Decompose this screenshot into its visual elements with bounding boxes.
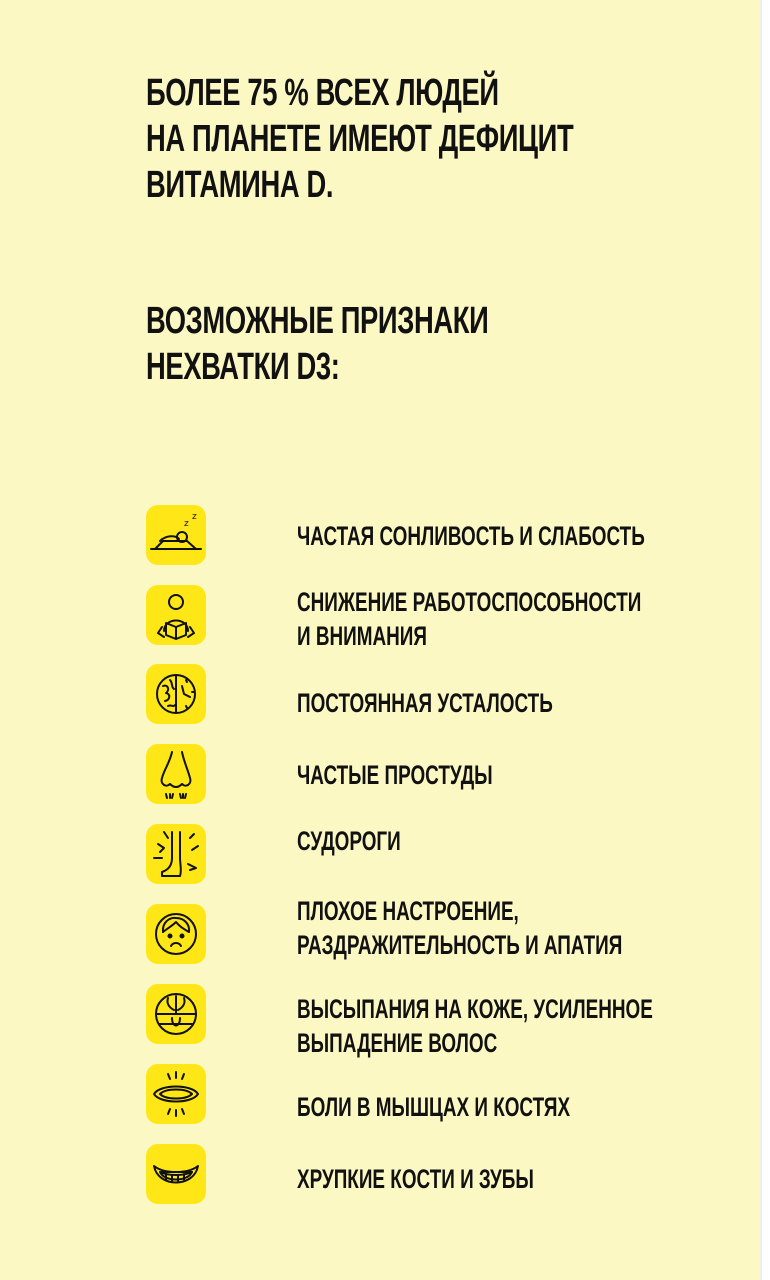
muscle-pain-icon bbox=[146, 1064, 206, 1124]
subheading-line: НЕХВАТКИ D3: bbox=[146, 346, 340, 388]
headline bbox=[146, 70, 573, 208]
svg-text:z: z bbox=[192, 512, 197, 522]
leg-cramp-icon bbox=[146, 824, 206, 884]
sleeping-person-icon bbox=[146, 505, 206, 565]
symptom-line: ПОСТОЯННАЯ УСТАЛОСТЬ bbox=[297, 688, 553, 718]
symptom-label bbox=[297, 758, 493, 792]
symptom-label bbox=[297, 992, 653, 1060]
symptom-line: ЧАСТЫЕ ПРОСТУДЫ bbox=[297, 760, 493, 790]
symptom-label bbox=[297, 585, 641, 653]
symptom-line: СНИЖЕНИЕ РАБОТОСПОСОБНОСТИ bbox=[297, 587, 642, 617]
symptom-label bbox=[297, 1162, 534, 1196]
symptom-label bbox=[297, 519, 645, 553]
symptom-label bbox=[297, 686, 553, 720]
symptom-line: ВЫСЫПАНИЯ НА КОЖЕ, УСИЛЕННОЕ bbox=[297, 994, 653, 1024]
symptom-line: ВЫПАДЕНИЕ ВОЛОС bbox=[297, 1028, 498, 1058]
headline-line: НА ПЛАНЕТЕ ИМЕЮТ ДЕФИЦИТ bbox=[146, 118, 574, 160]
symptom-label bbox=[297, 824, 401, 858]
smile-teeth-icon bbox=[146, 1144, 206, 1204]
symptom-line: ХРУПКИЕ КОСТИ И ЗУБЫ bbox=[297, 1164, 534, 1194]
person-reading-icon bbox=[146, 585, 206, 645]
symptom-label bbox=[297, 894, 622, 962]
subheading-line: ВОЗМОЖНЫЕ ПРИЗНАКИ bbox=[146, 300, 489, 342]
headline-line: ВИТАМИНА D. bbox=[146, 164, 334, 206]
hair-follicle-icon bbox=[146, 984, 206, 1044]
symptom-line: БОЛИ В МЫШЦАХ И КОСТЯХ bbox=[297, 1092, 571, 1122]
subheading bbox=[146, 298, 488, 390]
symptom-line: И ВНИМАНИЯ bbox=[297, 621, 427, 651]
symptom-line: ПЛОХОЕ НАСТРОЕНИЕ, bbox=[297, 896, 519, 926]
svg-text:z: z bbox=[184, 519, 189, 529]
symptom-line: СУДОРОГИ bbox=[297, 826, 401, 856]
brain-clock-icon bbox=[146, 664, 206, 724]
headline-line: БОЛЕЕ 75 % ВСЕХ ЛЮДЕЙ bbox=[146, 72, 499, 114]
symptom-line: РАЗДРАЖИТЕЛЬНОСТЬ И АПАТИЯ bbox=[297, 930, 623, 960]
symptom-line: ЧАСТАЯ СОНЛИВОСТЬ И СЛАБОСТЬ bbox=[297, 521, 645, 551]
sad-face-icon bbox=[146, 904, 206, 964]
symptom-label bbox=[297, 1090, 570, 1124]
nose-icon bbox=[146, 744, 206, 804]
